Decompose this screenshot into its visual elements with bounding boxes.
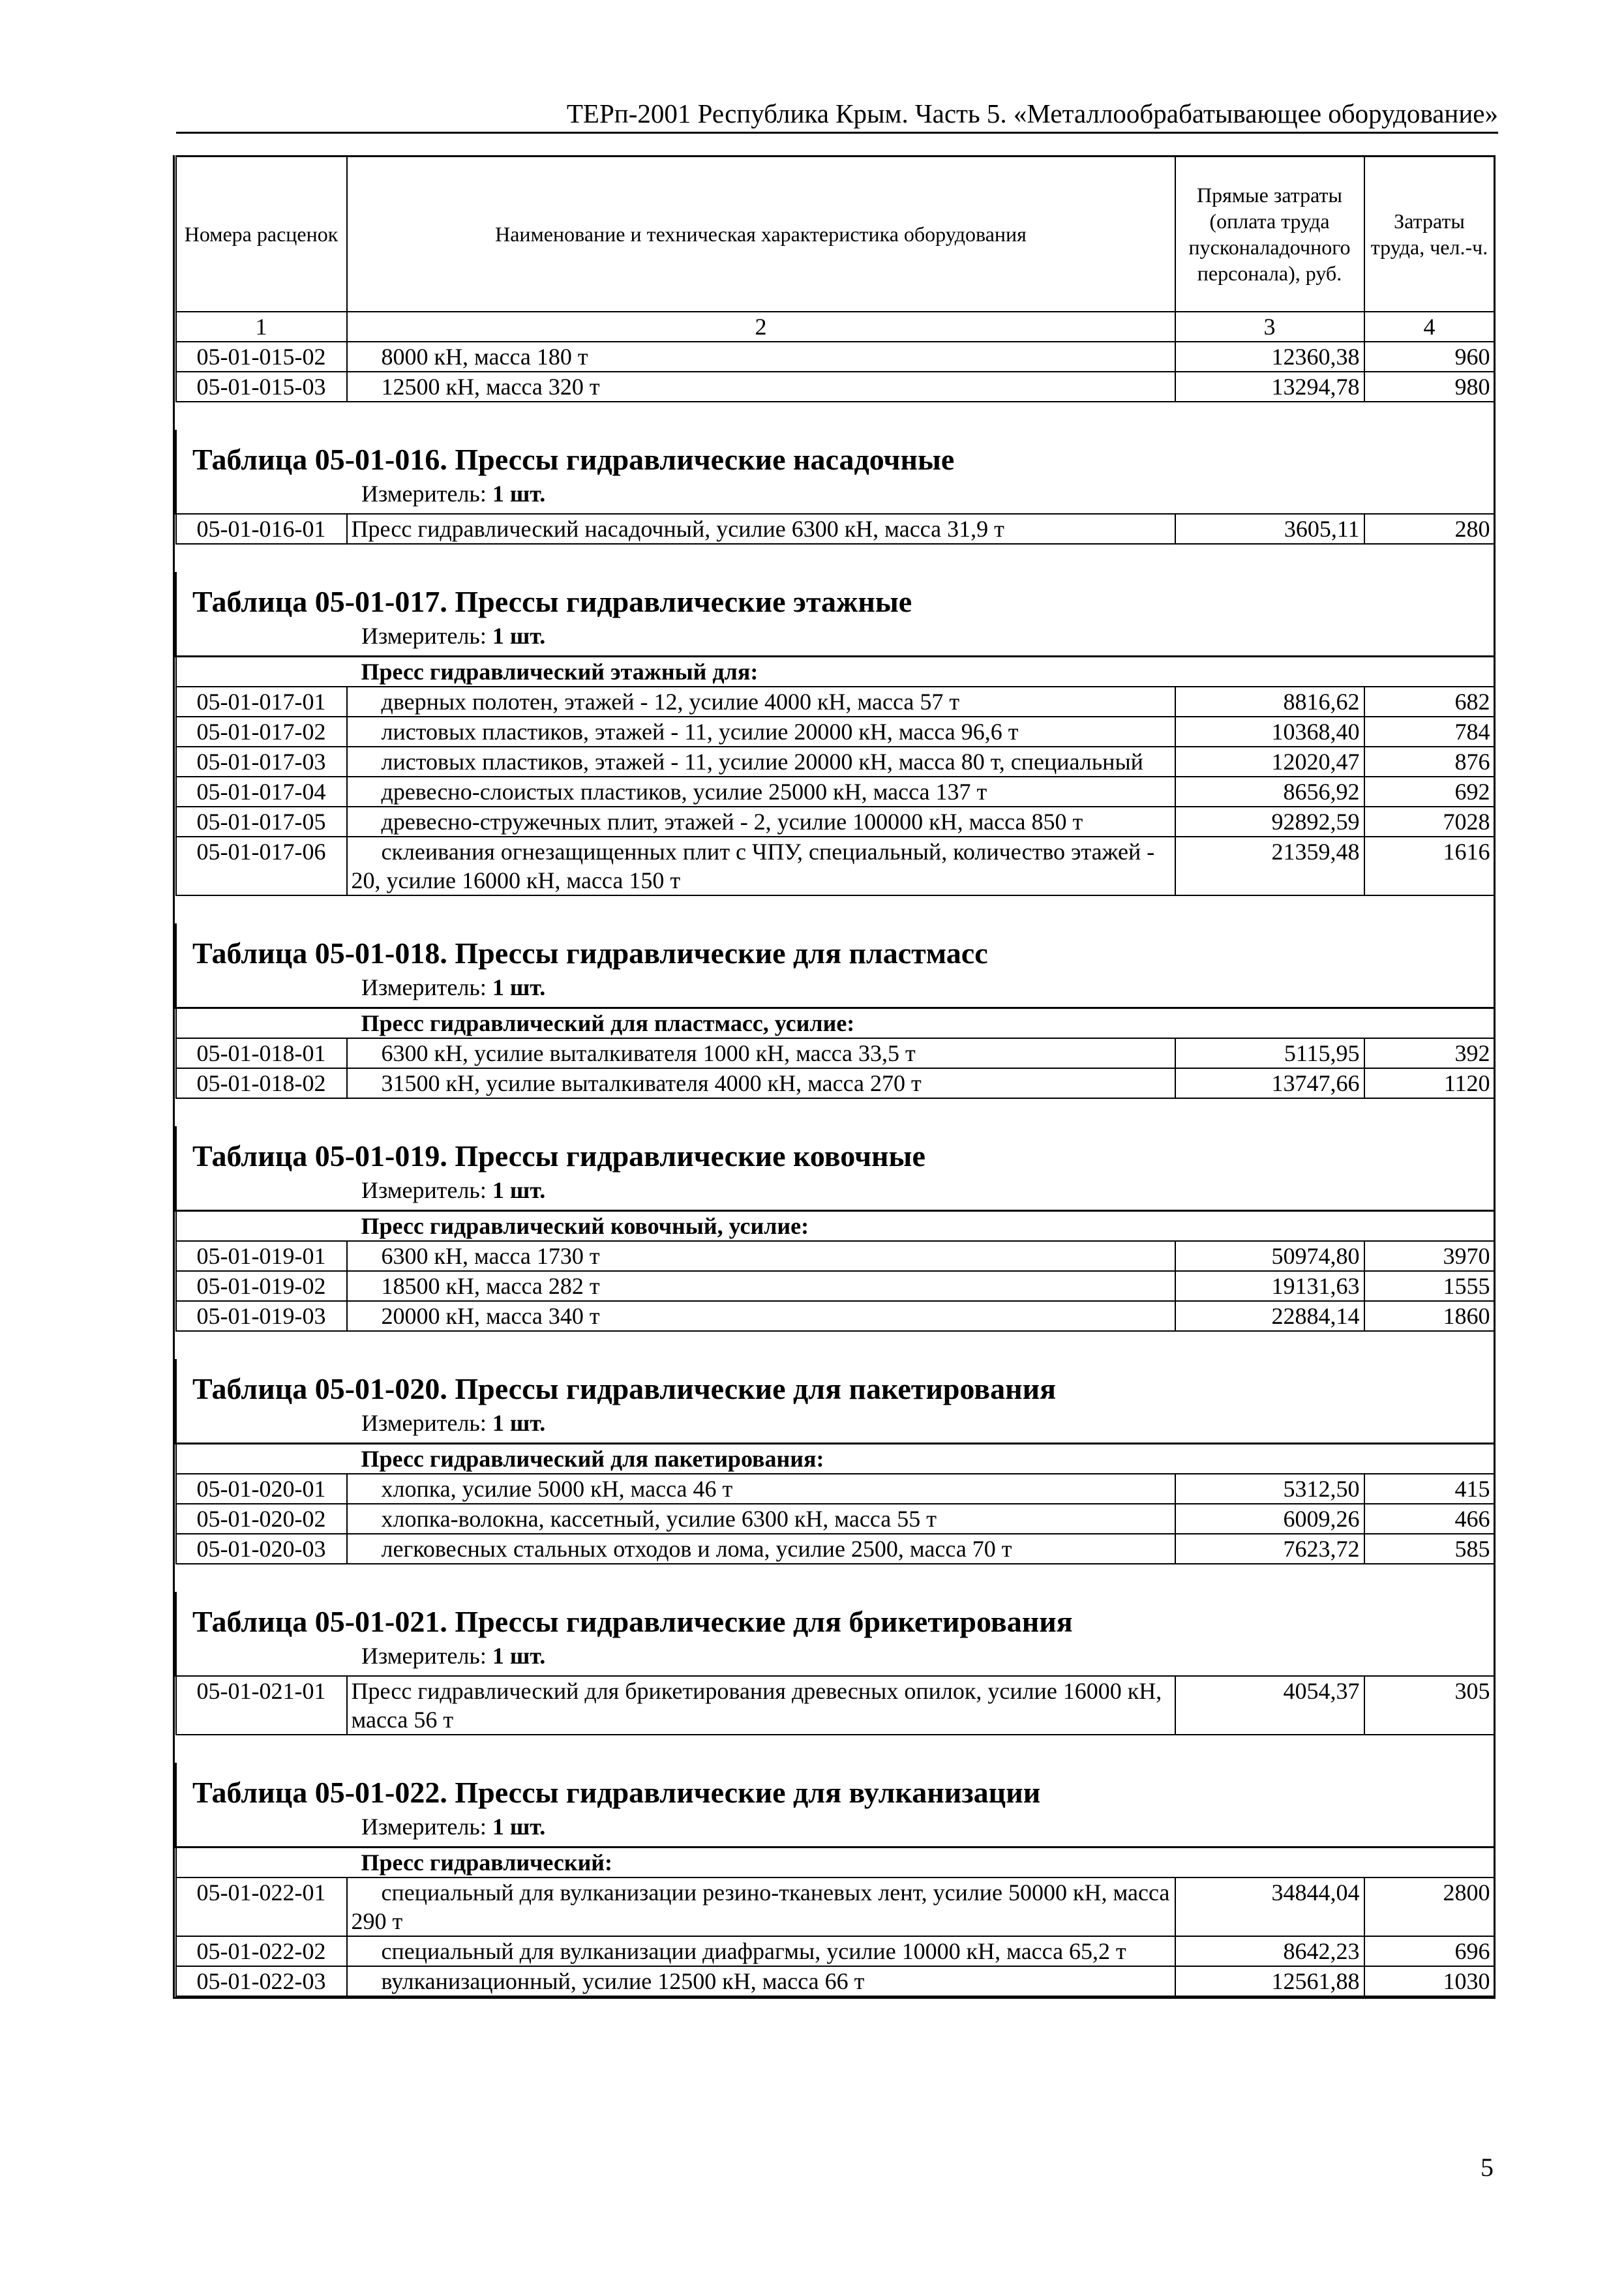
- equipment-name: хлопка-волокна, кассетный, усилие 6300 кН, масса 55 т: [347, 1504, 1175, 1534]
- table-row: [176, 1271, 1495, 1301]
- meter-row: [176, 1641, 1495, 1676]
- labor-cost: 305: [1364, 1676, 1495, 1735]
- equipment-name: 31500 кН, усилие выталкивателя 4000 кН, масса 270 т: [347, 1068, 1175, 1098]
- direct-cost: 8656,92: [1175, 777, 1364, 807]
- col-number: 2: [347, 312, 1175, 342]
- table-row: [176, 372, 1495, 402]
- table-row: [176, 1038, 1495, 1068]
- meter-unit: 1 шт.: [492, 1814, 546, 1840]
- direct-cost: 34844,04: [1175, 1878, 1364, 1936]
- section-title: Таблица 05-01-018. Прессы гидравлические для пластмасс: [176, 923, 1495, 973]
- equipment-name: древесно-стружечных плит, этажей - 2, усилие 100000 кН, масса 850 т: [347, 807, 1175, 837]
- direct-cost: 5312,50: [1175, 1474, 1364, 1504]
- direct-cost: 5115,95: [1175, 1038, 1364, 1068]
- meter-row: [176, 1176, 1495, 1211]
- direct-cost: 50974,80: [1175, 1241, 1364, 1271]
- equipment-name: 12500 кН, масса 320 т: [347, 372, 1175, 402]
- direct-cost: 21359,48: [1175, 837, 1364, 895]
- table-row: [176, 1504, 1495, 1534]
- spacer: [176, 1331, 1495, 1359]
- spacer-row: [176, 1735, 1495, 1763]
- meter-label: Измеритель:: [361, 1643, 487, 1669]
- direct-cost: 12020,47: [1175, 747, 1364, 777]
- section-title: Таблица 05-01-017. Прессы гидравлические этажные: [176, 572, 1495, 621]
- meter: [176, 1641, 1495, 1676]
- rate-code: 05-01-020-02: [176, 1504, 347, 1534]
- section-title-row: [176, 1126, 1495, 1176]
- rate-code: 05-01-022-01: [176, 1878, 347, 1936]
- spacer-row: [176, 895, 1495, 923]
- rate-code: 05-01-015-03: [176, 372, 347, 402]
- spacer-row: [176, 1098, 1495, 1126]
- meter-label: Измеритель:: [361, 1814, 487, 1840]
- column-number-row: [176, 312, 1495, 342]
- table-row: [176, 1068, 1495, 1098]
- labor-cost: 784: [1364, 717, 1495, 747]
- section-title: Таблица 05-01-022. Прессы гидравлические для вулканизации: [176, 1763, 1495, 1812]
- group-row: [176, 1008, 1495, 1039]
- group-row: [176, 1444, 1495, 1474]
- meter-row: [176, 621, 1495, 657]
- section-title: Таблица 05-01-021. Прессы гидравлические для брикетирования: [176, 1592, 1495, 1641]
- group-row: [176, 657, 1495, 687]
- section-title: Таблица 05-01-020. Прессы гидравлические для пакетирования: [176, 1359, 1495, 1409]
- spacer: [176, 1098, 1495, 1126]
- equipment-name: листовых пластиков, этажей - 11, усилие 20000 кН, масса 96,6 т: [347, 717, 1175, 747]
- direct-cost: 13747,66: [1175, 1068, 1364, 1098]
- table-row: [176, 807, 1495, 837]
- section-title-row: [176, 572, 1495, 621]
- spacer: [176, 895, 1495, 923]
- labor-cost: 876: [1364, 747, 1495, 777]
- rate-code: 05-01-019-02: [176, 1271, 347, 1301]
- table-row: [176, 837, 1495, 895]
- col-number: 1: [176, 312, 347, 342]
- direct-cost: 12561,88: [1175, 1966, 1364, 1996]
- labor-cost: 7028: [1364, 807, 1495, 837]
- rates-table: [175, 155, 1496, 1997]
- col-header-code: Номера расценок: [176, 157, 347, 312]
- col-header-name: Наименование и техническая характеристика оборудования: [347, 157, 1175, 312]
- equipment-name: легковесных стальных отходов и лома, усилие 2500, масса 70 т: [347, 1534, 1175, 1564]
- meter-unit: 1 шт.: [492, 1410, 546, 1436]
- group-row: [176, 1211, 1495, 1242]
- meter: [176, 621, 1495, 657]
- meter: [176, 479, 1495, 514]
- spacer: [176, 544, 1495, 572]
- table-row: [176, 1534, 1495, 1564]
- labor-cost: 466: [1364, 1504, 1495, 1534]
- section-title-row: [176, 430, 1495, 479]
- rate-code: 05-01-017-03: [176, 747, 347, 777]
- direct-cost: 3605,11: [1175, 514, 1364, 544]
- labor-cost: 280: [1364, 514, 1495, 544]
- page-number: 5: [1481, 2153, 1494, 2182]
- group-row: [176, 1848, 1495, 1878]
- direct-cost: 92892,59: [1175, 807, 1364, 837]
- meter-label: Измеритель:: [361, 1410, 487, 1436]
- meter-row: [176, 973, 1495, 1008]
- meter: [176, 1812, 1495, 1848]
- labor-cost: 1030: [1364, 1966, 1495, 1996]
- direct-cost: 8816,62: [1175, 687, 1364, 717]
- spacer-row: [176, 402, 1495, 430]
- equipment-name: листовых пластиков, этажей - 11, усилие 20000 кН, масса 80 т, специальный: [347, 747, 1175, 777]
- table-row: [176, 342, 1495, 372]
- spacer: [176, 402, 1495, 430]
- direct-cost: 6009,26: [1175, 1504, 1364, 1534]
- rate-code: 05-01-021-01: [176, 1676, 347, 1735]
- meter: [176, 1409, 1495, 1444]
- meter-row: [176, 479, 1495, 514]
- equipment-name: специальный для вулканизации диафрагмы, усилие 10000 кН, масса 65,2 т: [347, 1936, 1175, 1966]
- equipment-name: древесно-слоистых пластиков, усилие 25000 кН, масса 137 т: [347, 777, 1175, 807]
- labor-cost: 960: [1364, 342, 1495, 372]
- rate-code: 05-01-017-06: [176, 837, 347, 895]
- header-rule: [176, 132, 1498, 134]
- col-header-labor: Затраты труда, чел.-ч.: [1364, 157, 1495, 312]
- column-header-row: [176, 157, 1495, 312]
- table-row: [176, 1966, 1495, 1996]
- col-header-cost: Прямые затраты (оплата труда пусконаладочного персонала), руб.: [1175, 157, 1364, 312]
- section-title: Таблица 05-01-016. Прессы гидравлические насадочные: [176, 430, 1495, 479]
- labor-cost: 980: [1364, 372, 1495, 402]
- labor-cost: 1555: [1364, 1271, 1495, 1301]
- equipment-name: Пресс гидравлический насадочный, усилие 6300 кН, масса 31,9 т: [347, 514, 1175, 544]
- direct-cost: 19131,63: [1175, 1271, 1364, 1301]
- rate-code: 05-01-016-01: [176, 514, 347, 544]
- meter-label: Измеритель:: [361, 623, 487, 649]
- table-row: [176, 1676, 1495, 1735]
- rate-code: 05-01-020-03: [176, 1534, 347, 1564]
- rate-code: 05-01-015-02: [176, 342, 347, 372]
- table-row: [176, 1241, 1495, 1271]
- meter-unit: 1 шт.: [492, 1177, 546, 1203]
- meter-row: [176, 1409, 1495, 1444]
- direct-cost: 7623,72: [1175, 1534, 1364, 1564]
- meter-label: Измеритель:: [361, 481, 487, 507]
- equipment-name: 20000 кН, масса 340 т: [347, 1301, 1175, 1331]
- table-row: [176, 1936, 1495, 1966]
- rate-code: 05-01-017-02: [176, 717, 347, 747]
- direct-cost: 4054,37: [1175, 1676, 1364, 1735]
- group-heading: Пресс гидравлический для пластмасс, усилие:: [176, 1008, 1495, 1039]
- labor-cost: 3970: [1364, 1241, 1495, 1271]
- section-title: Таблица 05-01-019. Прессы гидравлические ковочные: [176, 1126, 1495, 1176]
- equipment-name: 18500 кН, масса 282 т: [347, 1271, 1175, 1301]
- labor-cost: 585: [1364, 1534, 1495, 1564]
- group-heading: Пресс гидравлический:: [176, 1848, 1495, 1878]
- meter-label: Измеритель:: [361, 1177, 487, 1203]
- col-number: 4: [1364, 312, 1495, 342]
- equipment-name: Пресс гидравлический для брикетирования древесных опилок, усилие 16000 кН, масса 56 т: [347, 1676, 1175, 1735]
- rate-code: 05-01-018-01: [176, 1038, 347, 1068]
- spacer: [176, 1564, 1495, 1592]
- rate-code: 05-01-022-03: [176, 1966, 347, 1996]
- direct-cost: 13294,78: [1175, 372, 1364, 402]
- meter-unit: 1 шт.: [492, 1643, 546, 1669]
- table-row: [176, 1474, 1495, 1504]
- table-row: [176, 717, 1495, 747]
- equipment-name: 6300 кН, усилие выталкивателя 1000 кН, масса 33,5 т: [347, 1038, 1175, 1068]
- running-header: ТЕРп-2001 Республика Крым. Часть 5. «Металлообрабатывающее оборудование»: [566, 98, 1498, 128]
- labor-cost: 682: [1364, 687, 1495, 717]
- rate-code: 05-01-019-01: [176, 1241, 347, 1271]
- table-row: [176, 747, 1495, 777]
- group-heading: Пресс гидравлический этажный для:: [176, 657, 1495, 687]
- labor-cost: 1120: [1364, 1068, 1495, 1098]
- spacer: [176, 1735, 1495, 1763]
- rate-code: 05-01-017-04: [176, 777, 347, 807]
- section-title-row: [176, 923, 1495, 973]
- labor-cost: 696: [1364, 1936, 1495, 1966]
- meter-label: Измеритель:: [361, 974, 487, 1000]
- section-title-row: [176, 1359, 1495, 1409]
- labor-cost: 415: [1364, 1474, 1495, 1504]
- meter-unit: 1 шт.: [492, 974, 546, 1000]
- section-title-row: [176, 1592, 1495, 1641]
- table-row: [176, 777, 1495, 807]
- rate-code: 05-01-019-03: [176, 1301, 347, 1331]
- table-row: [176, 687, 1495, 717]
- meter: [176, 973, 1495, 1008]
- group-heading: Пресс гидравлический ковочный, усилие:: [176, 1211, 1495, 1242]
- meter-unit: 1 шт.: [492, 481, 546, 507]
- rate-code: 05-01-018-02: [176, 1068, 347, 1098]
- spacer-row: [176, 1331, 1495, 1359]
- spacer-row: [176, 1564, 1495, 1592]
- meter-unit: 1 шт.: [492, 623, 546, 649]
- rate-code: 05-01-020-01: [176, 1474, 347, 1504]
- table-row: [176, 1878, 1495, 1936]
- equipment-name: специальный для вулканизации резино-тканевых лент, усилие 50000 кН, масса 290 т: [347, 1878, 1175, 1936]
- meter-row: [176, 1812, 1495, 1848]
- equipment-name: 8000 кН, масса 180 т: [347, 342, 1175, 372]
- price-table: [173, 155, 1496, 1999]
- equipment-name: 6300 кН, масса 1730 т: [347, 1241, 1175, 1271]
- labor-cost: 2800: [1364, 1878, 1495, 1936]
- labor-cost: 392: [1364, 1038, 1495, 1068]
- table-body: [176, 342, 1495, 1996]
- col-number: 3: [1175, 312, 1364, 342]
- labor-cost: 1616: [1364, 837, 1495, 895]
- table-row: [176, 1301, 1495, 1331]
- direct-cost: 8642,23: [1175, 1936, 1364, 1966]
- section-title-row: [176, 1763, 1495, 1812]
- equipment-name: дверных полотен, этажей - 12, усилие 4000 кН, масса 57 т: [347, 687, 1175, 717]
- equipment-name: хлопка, усилие 5000 кН, масса 46 т: [347, 1474, 1175, 1504]
- equipment-name: вулканизационный, усилие 12500 кН, масса 66 т: [347, 1966, 1175, 1996]
- rate-code: 05-01-022-02: [176, 1936, 347, 1966]
- equipment-name: склеивания огнезащищенных плит с ЧПУ, специальный, количество этажей - 20, усилие 16000 кН, масса 150 т: [347, 837, 1175, 895]
- table-row: [176, 514, 1495, 544]
- labor-cost: 692: [1364, 777, 1495, 807]
- meter: [176, 1176, 1495, 1211]
- direct-cost: 12360,38: [1175, 342, 1364, 372]
- labor-cost: 1860: [1364, 1301, 1495, 1331]
- rate-code: 05-01-017-05: [176, 807, 347, 837]
- direct-cost: 10368,40: [1175, 717, 1364, 747]
- group-heading: Пресс гидравлический для пакетирования:: [176, 1444, 1495, 1474]
- rate-code: 05-01-017-01: [176, 687, 347, 717]
- spacer-row: [176, 544, 1495, 572]
- direct-cost: 22884,14: [1175, 1301, 1364, 1331]
